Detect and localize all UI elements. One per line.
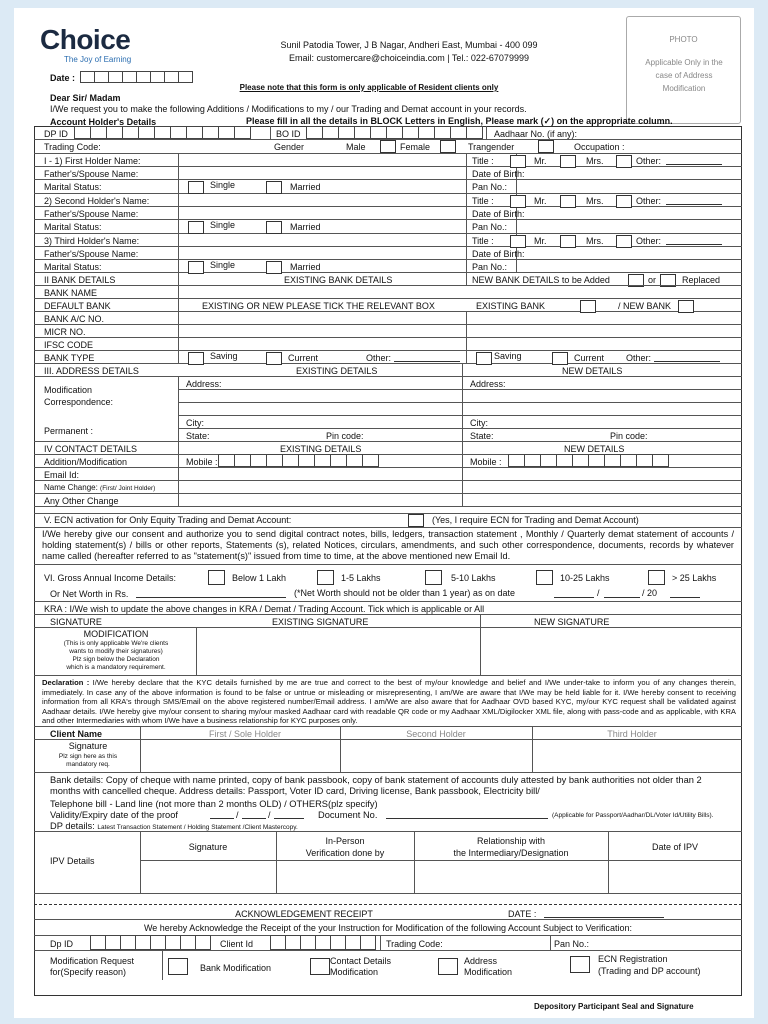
bank-ifsc-label: IFSC CODE [44,340,94,350]
ack-bank-mod-label: Bank Modification [200,963,272,973]
dp-id-cell[interactable] [90,126,107,139]
existing-current-checkbox[interactable] [266,352,282,365]
ecn-yes-text: (Yes, I require ECN for Trading and Demat Account) [432,515,639,525]
new-mobile-label: Mobile : [470,457,502,467]
bo-id-cell[interactable] [306,126,323,139]
telephone-docs-text: Telephone bill - Land line (not more than 2 months OLD) / OTHERS(plz specify) [50,799,378,809]
ack-client-id-cell[interactable] [285,935,301,950]
resident-notice: Please note that this form is only applicable of Resident clients only [239,83,499,92]
third-holder-name-input[interactable] [179,234,465,246]
ipv-inperson-cell[interactable] [277,861,414,893]
bank-new-added-header: NEW BANK DETAILS to be Added [472,275,610,285]
new-saving-checkbox[interactable] [476,352,492,365]
bo-id-cell[interactable] [434,126,451,139]
dp-id-label: DP ID [44,129,68,139]
new-other-input[interactable] [654,352,720,362]
ipv-signature-cell[interactable] [141,861,276,893]
ack-client-id-cell[interactable] [360,935,376,950]
ipv-signature-header: Signature [188,842,228,852]
first-holder-other-checkbox[interactable] [616,155,632,168]
third-holder-married-checkbox[interactable] [266,261,282,274]
third-holder-pan-label: Pan No.: [472,262,508,272]
declaration: Declaration : I/We hereby declare that the KYC details furnished by me are true and correct to the best of my/our knowledge and belief and I/We under-take to inform you of any changes therein, immediately. In case any of the above information is found to be false or untrue or misleading or misrepresenting, I am/We are aware that I/We may be held liable for it. I/We hereby consent to receiving information from all KRA's through SMS/Email on the above registered number/Email address. I am/We are also aware that for Aadhaar OVD based KYC, my/our KYC request shall be validated against Aadhaar details. I/We hereby give my/our consent to sharing my/our masked Aadhaar card with readable QR code or my Aadhaar XML/Digilocker XML file, along with pass-code and as applicable, with KRA and other Intermediaries with whom I/We have a business relationship for KYC purposes only. [42,678,736,726]
existing-mobile-cell[interactable] [362,454,379,467]
validity-month[interactable] [242,809,266,819]
ack-ecn-label-2: (Trading and DP account) [598,966,701,976]
dp-id-cell[interactable] [186,126,203,139]
bo-id-cell[interactable] [450,126,467,139]
income-option-1: Below 1 Lakh [232,573,287,583]
first-holder-mr-label: Mr. [534,156,547,166]
bank-name-label: BANK NAME [44,288,98,298]
new-pincode-label: Pin code: [610,431,648,441]
occupation-label: Occupation : [574,142,625,152]
ack-dp-id-cell[interactable] [120,935,136,950]
validity-label: Validity/Expiry date of the proof [50,810,178,820]
ack-client-id-cell[interactable] [270,935,286,950]
existing-mobile-cell[interactable] [298,454,315,467]
ack-ecn-label-1: ECN Registration [598,954,668,964]
ack-date-input[interactable] [544,908,664,918]
block-letters-note: Please fill in all the details in BLOCK Letters in English, Please mark (✓) on the appropriate column. [246,116,673,126]
ack-address-checkbox[interactable] [438,958,458,975]
dp-id-cell[interactable] [170,126,187,139]
new-state-label: State: [470,431,494,441]
second-holder-single-checkbox[interactable] [188,221,204,234]
new-mobile-cell[interactable] [652,454,669,467]
second-holder-married-label: Married [290,222,321,232]
dp-id-cell[interactable] [106,126,123,139]
date-cell[interactable] [136,71,151,83]
client-signature-note-1: Plz sign here as this [58,753,118,760]
dp-id-cell[interactable] [138,126,155,139]
income-option-3: 5-10 Lakhs [451,573,496,583]
new-other-label: Other: [626,353,652,363]
first-holder-father-label: Father's/Spouse Name: [44,169,139,179]
third-holder-other-input[interactable] [666,235,722,245]
bank-replaced-label: Replaced [682,275,721,285]
existing-other-label: Other: [366,353,392,363]
networth-day[interactable] [554,588,594,598]
ack-address-label-1: Address [464,956,498,966]
new-mobile-cell[interactable] [620,454,637,467]
income-option-4: 10-25 Lakhs [560,573,610,583]
bank-existing-header: EXISTING BANK DETAILS [284,275,393,285]
gender-trangender-checkbox[interactable] [538,140,554,153]
existing-address-input[interactable] [179,390,462,428]
logo: Choice [40,24,131,55]
gender-trangender-label: Trangender [468,142,515,152]
new-mobile-cell[interactable] [572,454,589,467]
existing-bank-label: EXISTING BANK [476,301,546,311]
sig-note-4: which is a mandatory requirement. [66,664,166,671]
company-contact: Email: customercare@choiceindia.com | Tel.: 022-67079999 [289,53,529,63]
ack-pan-label: Pan No.: [554,939,590,949]
third-holder-dob-label: Date of Birth: [472,249,525,259]
existing-bank-checkbox[interactable] [580,300,596,313]
networth-note: (*Net Worth should not be older than 1 year) as on date [294,588,515,598]
document-no-input[interactable] [386,809,548,819]
second-holder-married-checkbox[interactable] [266,221,282,234]
photo-title: PHOTO [669,35,698,44]
second-holder-single-label: Single [210,220,236,230]
contact-addition-label: Addition/Modification [44,457,128,467]
income-label: VI. Gross Annual Income Details: [44,573,177,583]
new-address-label: Address: [470,379,506,389]
salutation: Dear Sir/ Madam [50,93,121,103]
seal-signature-label: Depository Participant Seal and Signature [534,1002,694,1011]
ack-dp-id-label: Dp ID [50,939,74,949]
first-holder-mrs-label: Mrs. [586,156,604,166]
second-holder-mr-checkbox[interactable] [510,195,526,208]
first-holder-mrs-checkbox[interactable] [560,155,576,168]
name-change-label: Name Change: (First/ Joint Holder) [44,483,156,492]
existing-state-label: State: [186,431,210,441]
client-first-holder: First / Sole Holder [208,729,282,739]
first-holder-mr-checkbox[interactable] [510,155,526,168]
first-holder-title-label: Title : [472,156,494,166]
ack-client-id-cell[interactable] [300,935,316,950]
first-holder-pan-label: Pan No.: [472,182,508,192]
client-signature-label: Signature [68,741,108,751]
existing-mobile-cell[interactable] [330,454,347,467]
third-holder-mr-label: Mr. [534,236,547,246]
ecn-consent-text: I/We hereby give our consent and authorize you to send digital contract notes, bills, ledgers, transaction statement , Monthly / Quarterly demat statement of accounts / holding statement(s) / bills or other reports, Statements (s), related Notices, circulars, amendments, and such other correspondence, documents, records by whatever name called (hereafter referred to as "statement(s)" issued from time to time, at the above mentioned new Email Id. [42,529,734,561]
ipv-date-cell[interactable] [609,861,742,893]
bank-docs-text: Bank details: Copy of cheque with name printed, copy of bank passbook, copy of bank statement of accounts duly attested by bank authorities not older than 2 months with cancelled cheque. Address details: Passport, Voter ID card, Driving license, Bank passbook, Electricity bill/ [50,775,702,796]
address-section-title: III. ADDRESS DETAILS [44,366,139,376]
client-third-holder: Third Holder [607,729,657,739]
date-cell[interactable] [178,71,193,83]
existing-mobile-cell[interactable] [250,454,267,467]
new-mobile-cell[interactable] [524,454,541,467]
second-holder-dob-label: Date of Birth: [472,209,525,219]
second-holder-name-input[interactable] [179,194,465,206]
third-holder-mrs-label: Mrs. [586,236,604,246]
third-holder-other-checkbox[interactable] [616,235,632,248]
second-holder-father-input[interactable] [179,207,465,219]
ack-pan-input[interactable] [598,935,741,950]
existing-mobile-cell[interactable] [346,454,363,467]
existing-saving-label: Saving [210,351,238,361]
new-mobile-cell[interactable] [540,454,557,467]
kra-text: KRA : I/We wish to update the above changes in KRA / Demat / Trading Account. Tick which is applicable or All [44,604,485,614]
third-holder-mr-checkbox[interactable] [510,235,526,248]
bo-id-cell[interactable] [466,126,483,139]
validity-day[interactable] [210,809,234,819]
bank-or-label: or [648,275,657,285]
request-text: I/We request you to make the following Additions / Modifications to my / our Trading and Demat account in your records. [50,104,527,114]
bo-id-cell[interactable] [370,126,387,139]
new-bank-label: / NEW BANK [618,301,672,311]
ecn-label: V. ECN activation for Only Equity Trading and Demat Account: [44,515,292,525]
contact-new-header: NEW DETAILS [564,444,625,454]
bo-id-cell[interactable] [402,126,419,139]
networth-month[interactable] [604,588,640,598]
new-mobile-cell[interactable] [636,454,653,467]
company-address: Sunil Patodia Tower, J B Nagar, Andheri East, Mumbai - 400 099 [280,40,538,50]
existing-pincode-label: Pin code: [326,431,364,441]
third-holder-title-label: Title : [472,236,494,246]
income-option-5: > 25 Lakhs [672,573,717,583]
sig-note-1: (This is only applicable We're clients [63,640,169,647]
first-holder-signature[interactable] [141,740,340,772]
bo-id-cell[interactable] [418,126,435,139]
second-holder-other-input[interactable] [666,195,722,205]
bo-id-label: BO ID [276,129,301,139]
sig-header-signature: SIGNATURE [50,617,102,627]
first-holder-other-input[interactable] [666,155,722,165]
ipv-relation-header-1: Relationship with [476,836,546,846]
section-account-holder: Account Holder's Details [50,117,157,127]
new-city-label: City: [470,418,488,428]
dp-details: DP details: Latest Transaction Statement / Holding Statement /Client Mastercopy. [50,821,298,831]
first-holder-married-checkbox[interactable] [266,181,282,194]
ipv-relation-header-2: the Intermediary/Designation [453,848,569,858]
income-checkbox-1[interactable] [208,570,225,585]
first-holder-marital-label: Marital Status: [44,182,102,192]
date-cell[interactable] [150,71,165,83]
client-name-label: Client Name [50,729,103,739]
first-holder-father-input[interactable] [179,167,465,179]
date-cell[interactable] [94,71,109,83]
new-bank-checkbox[interactable] [678,300,694,313]
email-label: Email Id: [44,470,80,480]
logo-tagline: The Joy of Earning [64,55,132,64]
third-holder-mrs-checkbox[interactable] [560,235,576,248]
applicable-note: (Applicable for Passport/Aadhar/DL/Voter Id/Utility Bills). [552,812,714,819]
first-holder-other-label: Other: [636,156,662,166]
ack-contact-checkbox[interactable] [310,958,330,975]
sig-header-existing: EXISTING SIGNATURE [272,617,369,627]
second-holder-title-label: Title : [472,196,494,206]
networth-year-prefix: / 20 [642,588,658,598]
income-option-2: 1-5 Lakhs [341,573,381,583]
existing-mobile-label: Mobile : [186,457,218,467]
validity-year[interactable] [274,809,304,819]
address-new-header: NEW DETAILS [562,366,623,376]
second-holder-mrs-label: Mrs. [586,196,604,206]
bank-micr-label: MICR NO. [44,327,86,337]
date-label: Date : [50,73,76,83]
existing-address-label: Address: [186,379,222,389]
ack-dp-id-cell[interactable] [150,935,166,950]
ack-address-label-2: Modification [464,967,513,977]
ipv-relation-cell[interactable] [415,861,608,893]
existing-mobile-cell[interactable] [266,454,283,467]
ack-text: We hereby Acknowledge the Receipt of the your Instruction for Modification of the following Account Subject to Verification: [143,923,633,933]
ack-client-id-cell[interactable] [345,935,361,950]
existing-current-label: Current [288,353,319,363]
income-checkbox-2[interactable] [317,570,334,585]
ack-mod-request-2: for(Specify reason) [50,967,127,977]
third-holder-marital-label: Marital Status: [44,262,102,272]
sig-header-new: NEW SIGNATURE [534,617,610,627]
dp-id-cell[interactable] [154,126,171,139]
default-bank-label: DEFAULT BANK [44,301,111,311]
any-other-change-label: Any Other Change [44,496,119,506]
dp-id-cell[interactable] [218,126,235,139]
networth-year[interactable] [670,588,700,598]
bank-type-label: BANK TYPE [44,353,95,363]
ack-title: ACKNOWLEDGEMENT RECEIPT [235,909,373,919]
date-cell[interactable] [108,71,123,83]
trading-code-label: Trading Code: [44,142,101,152]
sig-note-3: Plz sign below the Declaration [72,656,160,663]
ack-client-id-cell[interactable] [330,935,346,950]
third-holder-single-checkbox[interactable] [188,261,204,274]
third-holder-father-input[interactable] [179,247,465,259]
bank-acno-label: BANK A/C NO. [44,314,105,324]
new-mobile-cell[interactable] [604,454,621,467]
ack-client-id-cell[interactable] [315,935,331,950]
first-holder-name-input[interactable] [179,154,465,166]
dp-id-cell[interactable] [74,126,91,139]
first-holder-married-label: Married [290,182,321,192]
third-holder-other-label: Other: [636,236,662,246]
gender-male-label: Male [346,142,366,152]
second-holder-father-label: Father's/Spouse Name: [44,209,139,219]
ack-bank-mod-checkbox[interactable] [168,958,188,975]
address-existing-header: EXISTING DETAILS [296,366,378,376]
address-correspondence-label: Correspondence: [44,397,114,407]
income-checkbox-5[interactable] [648,570,665,585]
new-address-input[interactable] [463,390,741,428]
ack-dp-id-cell[interactable] [195,935,211,950]
new-signature-box[interactable] [481,628,741,675]
income-checkbox-4[interactable] [536,570,553,585]
third-holder-father-label: Father's/Spouse Name: [44,249,139,259]
photo-note: Applicable Only in the case of Address Modification [645,58,723,93]
aadhaar-label: Aadhaar No. (if any): [494,129,578,139]
sig-modification-label: MODIFICATION [83,629,149,639]
sig-note-2: wants to modify their signatures) [69,648,163,655]
ack-client-id-label: Client Id [220,939,254,949]
first-holder-single-checkbox[interactable] [188,181,204,194]
bo-id-cell[interactable] [386,126,403,139]
existing-mobile-cell[interactable] [314,454,331,467]
dp-id-cell[interactable] [234,126,251,139]
dp-id-cell[interactable] [202,126,219,139]
second-holder-other-label: Other: [636,196,662,206]
third-holder-single-label: Single [210,260,236,270]
document-no-label: Document No. [318,810,378,820]
ack-dp-id-cell[interactable] [165,935,181,950]
contact-existing-header: EXISTING DETAILS [280,444,362,454]
ack-trading-input[interactable] [460,935,546,950]
gender-female-label: Female [400,142,431,152]
third-holder-signature[interactable] [533,740,741,772]
bo-id-cell[interactable] [338,126,355,139]
existing-saving-checkbox[interactable] [188,352,204,365]
networth-input[interactable] [136,588,286,598]
existing-signature-box[interactable] [197,628,480,675]
address-modification-label: Modification [44,385,93,395]
networth-label: Or Net Worth in Rs. [50,589,129,599]
second-holder-pan-label: Pan No.: [472,222,508,232]
date-cell[interactable] [164,71,179,83]
ack-ecn-checkbox[interactable] [570,956,590,973]
third-holder-name-label: 3) Third Holder's Name: [44,236,140,246]
ipv-label: IPV Details [50,856,95,866]
first-holder-dob-label: Date of Birth: [472,169,525,179]
ecn-checkbox[interactable] [408,514,424,527]
income-checkbox-3[interactable] [425,570,442,585]
second-holder-other-checkbox[interactable] [616,195,632,208]
dp-id-cell[interactable] [122,126,139,139]
new-current-checkbox[interactable] [552,352,568,365]
bank-section-title: II BANK DETAILS [44,275,116,285]
client-second-holder: Second Holder [406,729,466,739]
ack-dp-id-cell[interactable] [180,935,196,950]
new-mobile-cell[interactable] [588,454,605,467]
existing-city-label: City: [186,418,204,428]
ack-mod-request-1: Modification Request [50,956,135,966]
client-signature-note-2: mandatory req. [66,761,110,768]
new-saving-label: Saving [494,351,522,361]
ack-dp-id-cell[interactable] [135,935,151,950]
ack-dp-id-cell[interactable] [105,935,121,950]
gender-male-checkbox[interactable] [380,140,396,153]
existing-other-input[interactable] [394,352,460,362]
second-holder-marital-label: Marital Status: [44,222,102,232]
date-cell[interactable] [80,71,95,83]
existing-mobile-cell[interactable] [218,454,235,467]
ack-contact-label-1: Contact Details [330,956,392,966]
kyc-modification-form: Choice The Joy of Earning Sunil Patodia Tower, J B Nagar, Andheri East, Mumbai - 400 099 Email: customercare@choiceindia.com | Tel.: 022-67079999 PHOTO Applicable Only in the case of Address Modification Date : Please note that this form is only applicable of Resident clients only Dear Sir/ Madam I/We request you to make the following Additions / Modifications to my / our Trading and Demat account in your records. Account Holder's Details Please fill in all the details in BLOCK Letters in English, Please mark (✓) on the appropriate column. V. ECN activation for Only Equity Trading and Demat Account: (Yes, I require ECN for Trading and Demat Account) I/We hereby give our consent and authorize you to send digital contract notes, bills, ledgers, transaction statement , Monthly / Quarterly demat statement of accounts / holding statement(s) / bills or other reports, Statements (s), related Notices, circulars, amendments, and such other correspondence, documents, records by whatever name called (hereafter referred to as "statement(s)" issued from time to time, at the above mentioned new Email Id. VI. Gross Annual Income Details: Below 1 Lakh 1-5 Lakhs 5-10 Lakhs 10-25 Lakhs > 25 Lakhs Or Net Worth in Rs. (*Net Worth should not be older than 1 year) as on date / / 20 KRA : I/We wish to update the above changes in KRA / Demat / Trading Account. Tick which is applicable or All SIGNATURE EXISTING SIGNATURE NEW SIGNATURE MODIFICATION (This is only applicable We're clients wants to modify their signatures) Plz sign below the Declaration which is a mandatory requirement. Declaration : I/We hereby declare that the KYC details furnished by me are true and correct to the best of my/our knowledge and belief and I/We under-take to inform you of any changes therein, immediately. In case any of the above information is found to be false or untrue or misleading or misrepresenting, I am/We are aware that I/We may be held liable for it. I/We hereby consent to receiving information from all KRA's through SMS/Email on the above registered number/Email address. I am/We are also aware that for Aadhaar OVD based KYC, my/our KYC request shall be validated against Aadhaar details. I/We hereby give my/our consent to sharing my/our masked Aadhaar card with readable QR code or my Aadhaar XML/Digilocker XML file, along with pass-code and as applicable, with KRA and other Intermediaries with whom I/We have a business relationship for KYC purposes only. Client Name First / Sole Holder Second Holder Third Holder Signature Plz sign here as this mandatory req. Bank details: Copy of cheque with name printed, copy of bank passbook, copy of bank statement of accounts duly attested by bank authorities not older than 2 months with cancelled cheque. Address details: Passport, Voter ID card, Driving license, Bank passbook, Electricity bill/ Telephone bill - Land line (not more than 2 months OLD) / OTHERS(plz specify) Validity/Expiry date of the proof / / Document No. (Applicable for Passport/Aadhar/DL/Voter Id/Utility Bills). DP details: Latest Transaction Statement / Holding Statement /Client Mastercopy. IPV Details Signature In-Person Verification done by Relationship with the Intermediary/Designation Date of IPV ACKNOWLEDGEMENT RECEIPT DATE : We hereby Acknowledge the Receipt of the your Instruction for Modification of the following Account Subject to Verification: Dp ID Client Id Trading Code: Pan No.: Modification Request for(Specify reason) Bank Modification Contact Details Modification Address Modification ECN Registration (Trading and DP account) Depository Participant Seal and Signature DP ID BO ID Aadhaar No. (if any): Trading Code: Gender Male Female Trangender Occupation : I - 1) First Holder Name: Father's/Spouse Name: Marital Status: Single Married Title : Mr. Mrs. Other: Date of Birth: Pan No.: 2) Second Holder's Name: Father's/Spouse Name: Marital Status: Single Married Title : Mr. Mrs. Other: Date of Birth: Pan No.: 3) Third Holder's Name: Father's/Spouse Name: Marital Status: Single Married Title : Mr. Mrs. Other: Date of Birth: Pan No.: II BANK DETAILS EXISTING BANK DETAILS NEW BANK DETAILS to be Added or Replaced BANK NAME DEFAULT BANK EXISTING OR NEW PLEASE TICK THE RELEVANT BOX EXISTING BANK / NEW BANK BANK A/C NO. MICR NO. IFSC CODE BANK TYPE Saving Current Other: Saving Current Other: III. ADDRESS DETAILS EXISTING DETAILS NEW DETAILS Modification Correspondence: Permanent : Address: Address: City: City: State: Pin code: State: Pin code: IV CONTACT DETAILS EXISTING DETAILS NEW DETAILS Addition/Modification Mobile : Mobile : Email Id: Name Change: (First/ Joint Holder) Any Other Change [14,8,754,1018]
second-holder-signature[interactable] [341,740,532,772]
ack-date-label: DATE : [508,909,537,919]
ack-dp-id-cell[interactable] [90,935,106,950]
first-holder-single-label: Single [210,180,236,190]
ipv-date-header: Date of IPV [651,842,699,852]
third-holder-married-label: Married [290,262,321,272]
gender-label: Gender [274,142,305,152]
address-permanent-label: Permanent : [44,426,94,436]
existing-mobile-cell[interactable] [282,454,299,467]
new-mobile-cell[interactable] [508,454,525,467]
bo-id-cell[interactable] [322,126,339,139]
ack-contact-label-2: Modification [330,967,379,977]
new-mobile-cell[interactable] [556,454,573,467]
ipv-inperson-header-2: Verification done by [305,848,385,858]
tick-box-note: EXISTING OR NEW PLEASE TICK THE RELEVANT BOX [202,301,435,311]
first-holder-name-label: I - 1) First Holder Name: [44,156,141,166]
existing-mobile-cell[interactable] [234,454,251,467]
gender-female-checkbox[interactable] [440,140,456,153]
ipv-inperson-header-1: In-Person [325,836,365,846]
contact-section-title: IV CONTACT DETAILS [44,444,138,454]
date-cell[interactable] [122,71,137,83]
ack-trading-label: Trading Code: [386,939,443,949]
second-holder-mrs-checkbox[interactable] [560,195,576,208]
second-holder-name-label: 2) Second Holder's Name: [44,196,150,206]
bo-id-cell[interactable] [354,126,371,139]
second-holder-mr-label: Mr. [534,196,547,206]
new-current-label: Current [574,353,605,363]
